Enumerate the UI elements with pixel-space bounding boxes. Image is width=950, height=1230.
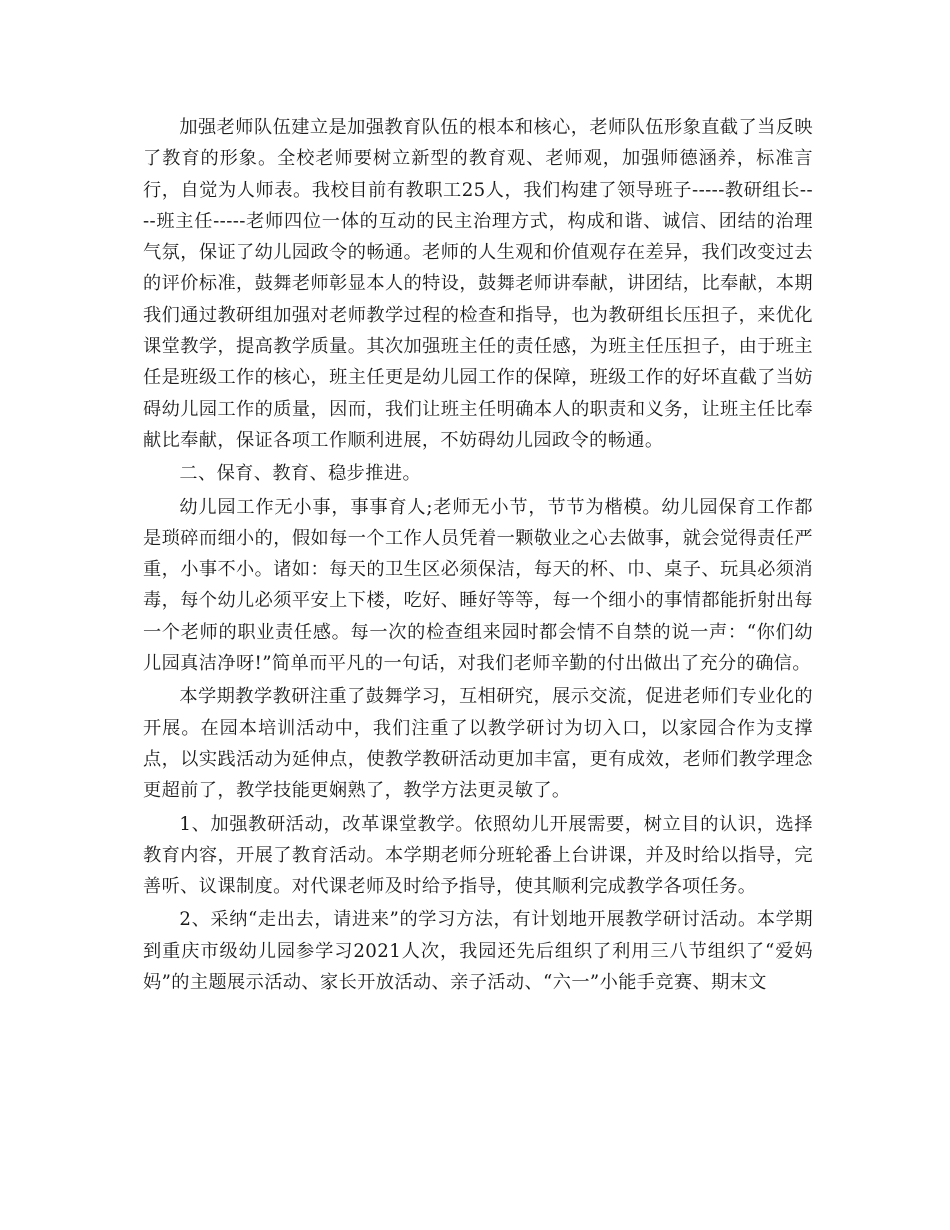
document-body bbox=[143, 112, 813, 998]
paragraph-item-2: 2、采纳“走出去，请进来”的学习方法，有计划地开展教学研讨活动。本学期到重庆市级幼儿园参学习2021人次，我园还先后组织了利用三八节组织了“爱妈妈”的主题展示活动、家长开放活动、亲子活动、“六一”小能手竞赛、期末文 bbox=[143, 909, 813, 994]
paragraph-teaching-research: 本学期教学教研注重了鼓舞学习，互相研究，展示交流，促进老师们专业化的开展。在园本培训活动中，我们注重了以教学研讨为切入口，以家园合作为支撑点，以实践活动为延伸点，使教学教研活动更加丰富，更有成效，老师们教学理念更超前了，教学技能更娴熟了，教学方法更灵敏了。 bbox=[143, 686, 813, 802]
paragraph-item-1: 1、加强教研活动，改革课堂教学。依照幼儿开展需要，树立目的认识，选择教育内容，开展了教育活动。本学期老师分班轮番上台讲课，并及时给以指导，完善听、议课制度。对代课老师及时给予指导，使其顺利完成教学各项任务。 bbox=[143, 813, 813, 898]
paragraph-teacher-team: 加强老师队伍建立是加强教育队伍的根本和核心，老师队伍形象直截了当反映了教育的形象。全校老师要树立新型的教育观、老师观，加强师德涵养，标准言行，自觉为人师表。我校目前有教职工25人，我们构建了领导班子-----教研组长----班主任-----老师四位一体的互动的民主治理方式，构成和谐、诚信、团结的治理气氛，保证了幼儿园政令的畅通。老师的人生观和价值观存在差异，我们改变过去的评价标准，鼓舞老师彰显本人的特设，鼓舞老师讲奉献，讲团结，比奉献，本期我们通过教研组加强对老师教学过程的检查和指导，也为教研组长压担子，来优化课堂教学，提高教学质量。其次加强班主任的责任感，为班主任压担子，由于班主任是班级工作的核心，班主任更是幼儿园工作的保障，班级工作的好坏直截了当妨碍幼儿园工作的质量，因而，我们让班主任明确本人的职责和义务，让班主任比奉献比奉献，保证各项工作顺利进展，不妨碍幼儿园政令的畅通。 bbox=[143, 117, 813, 451]
section-heading-care-education: 二、保育、教育、稳步推进。 bbox=[179, 463, 422, 485]
paragraph-care-work: 幼儿园工作无小事，事事育人;老师无小节，节节为楷模。幼儿园保育工作都是琐碎而细小的，假如每一个工作人员凭着一颗敬业之心去做事，就会觉得责任严重，小事不小。诸如：每天的卫生区必须保洁，每天的杯、巾、桌子、玩具必须消毒，每个幼儿必须平安上下楼，吃好、睡好等等，每一个细小的事情都能折射出每一个老师的职业责任感。每一次的检查组来园时都会情不自禁的说一声：“你们幼儿园真洁净呀!”简单而平凡的一句话，对我们老师辛勤的付出做出了充分的确信。 bbox=[143, 496, 813, 675]
